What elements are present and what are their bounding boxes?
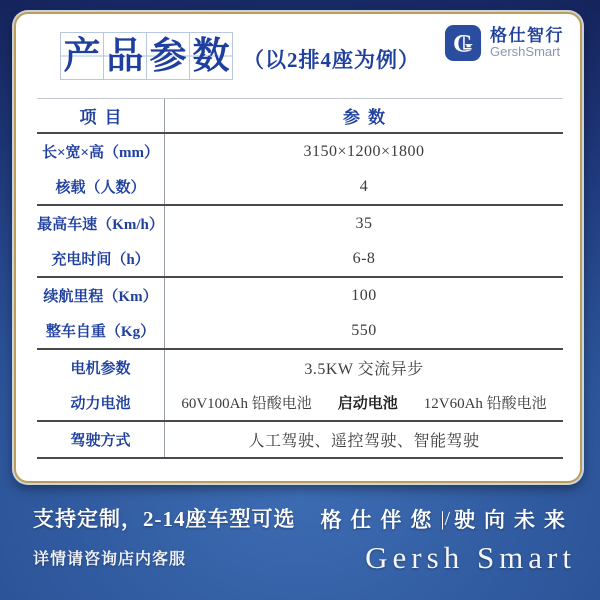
spec-table — [37, 98, 563, 459]
page-title — [60, 32, 420, 80]
table-row — [37, 422, 563, 459]
table-row — [37, 278, 563, 313]
battery-starter-label: 启动电池 — [337, 396, 398, 412]
table-row — [37, 313, 563, 350]
title-char: 数 — [189, 32, 233, 80]
header-cell-param — [165, 99, 563, 132]
table-row — [37, 206, 563, 241]
header-param-label: 参数 — [343, 108, 393, 127]
row-value: 6-8 — [352, 249, 376, 267]
row-value: 4 — [359, 177, 369, 195]
row-value: 550 — [351, 321, 377, 339]
row-label: 最高车速（Km/h） — [37, 217, 164, 233]
brand-logo — [444, 24, 564, 62]
battery-main: 60V100Ah 铅酸电池 — [181, 396, 312, 412]
row-value: 100 — [351, 286, 377, 304]
spec-card — [14, 12, 582, 483]
table-header-row — [37, 99, 563, 134]
row-label: 长×宽×高（mm） — [41, 145, 160, 161]
table-row — [37, 134, 563, 169]
brand-name-en: GershSmart — [490, 44, 561, 60]
row-value: 3150×1200×1800 — [303, 142, 425, 160]
table-row — [37, 385, 563, 422]
battery-starter: 12V60Ah 铅酸电池 — [423, 396, 547, 412]
row-label: 驾驶方式 — [70, 433, 131, 449]
footer-slogan — [320, 504, 574, 534]
footer-customization-note: 支持定制，2-14座车型可选 — [33, 507, 296, 531]
row-label: 动力电池 — [70, 396, 131, 412]
row-label: 电机参数 — [70, 361, 131, 377]
row-value: 35 — [355, 214, 373, 232]
title-note: （以2排4座为例） — [243, 48, 420, 72]
footer-contact-note: 详情请咨询店内客服 — [33, 551, 187, 568]
slogan-post: 驶向未来 — [454, 508, 574, 532]
footer-brand-en: Gersh Smart — [365, 540, 576, 575]
header-cell-item — [37, 99, 165, 132]
row-label: 整车自重（Kg） — [45, 324, 156, 340]
title-char: 产 — [60, 32, 104, 80]
battery-values — [181, 392, 546, 413]
header-item-label: 项目 — [79, 108, 130, 127]
table-row — [37, 169, 563, 206]
row-value: 人工驾驶、遥控驾驶、智能驾驶 — [248, 433, 480, 450]
row-value: 3.5KW 交流异步 — [304, 361, 424, 378]
row-label: 充电时间（h） — [51, 252, 150, 268]
table-row — [37, 241, 563, 278]
row-label: 续航里程（Km） — [43, 289, 158, 305]
title-char: 品 — [103, 32, 147, 80]
svg-text:G: G — [453, 28, 473, 58]
table-row — [37, 350, 563, 385]
brand-name — [490, 26, 564, 60]
row-label: 核载（人数） — [55, 180, 146, 196]
slogan-pre: 格仕伴您 — [320, 508, 441, 532]
brand-name-cn: 格仕智行 — [490, 25, 564, 45]
title-char: 参 — [146, 32, 190, 80]
gersh-logo-icon — [444, 24, 482, 62]
slogan-divider: |/ — [440, 507, 450, 530]
